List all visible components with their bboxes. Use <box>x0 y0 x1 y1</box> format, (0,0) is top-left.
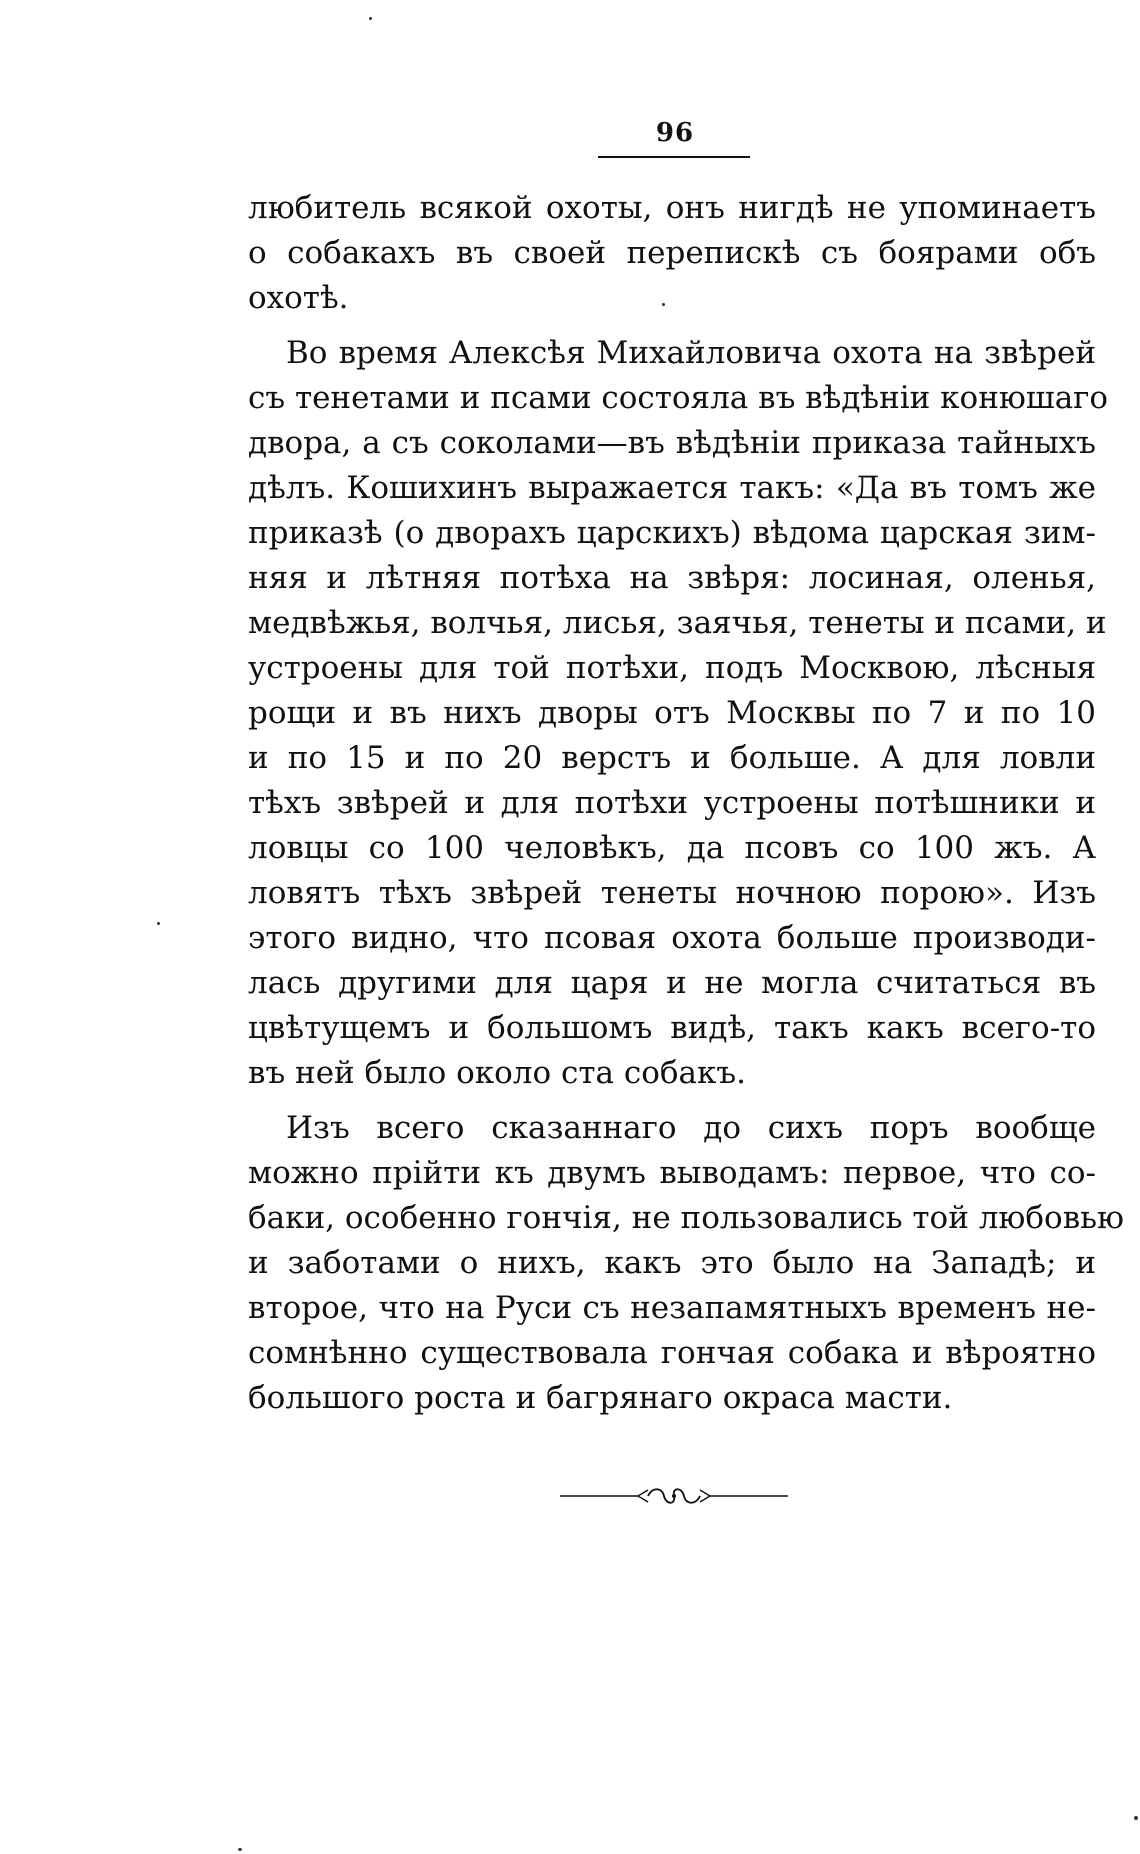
text-line: сомнѣнно существовала гончая собака и вѣроятно <box>248 1335 1096 1371</box>
text-line: баки, особенно гончія, не пользовались той любовью <box>248 1200 1125 1236</box>
text-line: рощи и въ нихъ дворы отъ Москвы по 7 и по 10 <box>248 695 1096 731</box>
text-line: дѣлъ. Кошихинъ выражается такъ: «Да въ томъ же <box>248 470 1096 506</box>
paragraph-gap <box>248 321 1096 331</box>
text-line: двора, а съ соколами—въ вѣдѣніи приказа тайныхъ <box>248 425 1096 461</box>
paragraph <box>248 331 1109 1096</box>
text-line: ловцы со 100 человѣкъ, да псовъ со 100 жъ. А <box>248 830 1096 866</box>
paragraph <box>248 186 1096 321</box>
text-line: о собакахъ въ своей перепискѣ съ боярами объ <box>248 235 1096 271</box>
text-line: въ ней было около ста собакъ. <box>248 1055 746 1091</box>
text-line: устроены для той потѣхи, подъ Москвою, лѣсныя <box>248 650 1096 686</box>
text-line: охотѣ. <box>248 280 349 316</box>
text-line: няя и лѣтняя потѣха на звѣря: лосиная, оленья, <box>248 560 1096 596</box>
end-of-chapter-flourish-icon <box>560 1484 788 1508</box>
text-line: и заботами о нихъ, какъ это было на Западѣ; и <box>248 1245 1096 1281</box>
text-line: любитель всякой охоты, онъ нигдѣ не упоминаетъ <box>248 190 1096 226</box>
print-speck <box>157 922 160 925</box>
text-line: и по 15 и по 20 верстъ и больше. А для ловли <box>248 740 1096 776</box>
page-number-rule <box>598 156 750 158</box>
paragraph <box>248 1106 1125 1421</box>
text-line: Изъ всего сказаннаго до сихъ поръ вообще <box>286 1110 1096 1146</box>
print-speck <box>369 17 372 20</box>
text-line: Во время Алексѣя Михайловича охота на звѣрей <box>286 335 1096 371</box>
paragraph-gap <box>248 1096 1096 1106</box>
text-line: тѣхъ звѣрей и для потѣхи устроены потѣшники и <box>248 785 1096 821</box>
page-number: 96 <box>655 118 695 148</box>
body-text <box>248 186 1125 1421</box>
text-line: второе, что на Руси съ незапамятныхъ временъ не- <box>248 1290 1096 1326</box>
text-line: можно прійти къ двумъ выводамъ: первое, что со- <box>248 1155 1096 1191</box>
text-line: большого роста и багрянаго окраса масти. <box>248 1380 953 1416</box>
text-line: медвѣжья, волчья, лисья, заячья, тенеты и псами, и <box>248 605 1107 641</box>
text-line: ловятъ тѣхъ звѣрей тенеты ночною порою». Изъ <box>248 875 1096 911</box>
print-speck <box>1134 1816 1138 1820</box>
text-line: лась другими для царя и не могла считаться въ <box>248 965 1096 1001</box>
print-speck <box>662 303 665 306</box>
text-line: этого видно, что псовая охота больше производи- <box>248 920 1096 956</box>
text-line: приказѣ (о дворахъ царскихъ) вѣдома царская зим- <box>248 515 1096 551</box>
text-line: цвѣтущемъ и большомъ видѣ, такъ какъ всего-то <box>248 1010 1096 1046</box>
text-line: съ тенетами и псами состояла въ вѣдѣніи конюшаго <box>248 380 1109 416</box>
print-speck <box>238 1848 242 1851</box>
